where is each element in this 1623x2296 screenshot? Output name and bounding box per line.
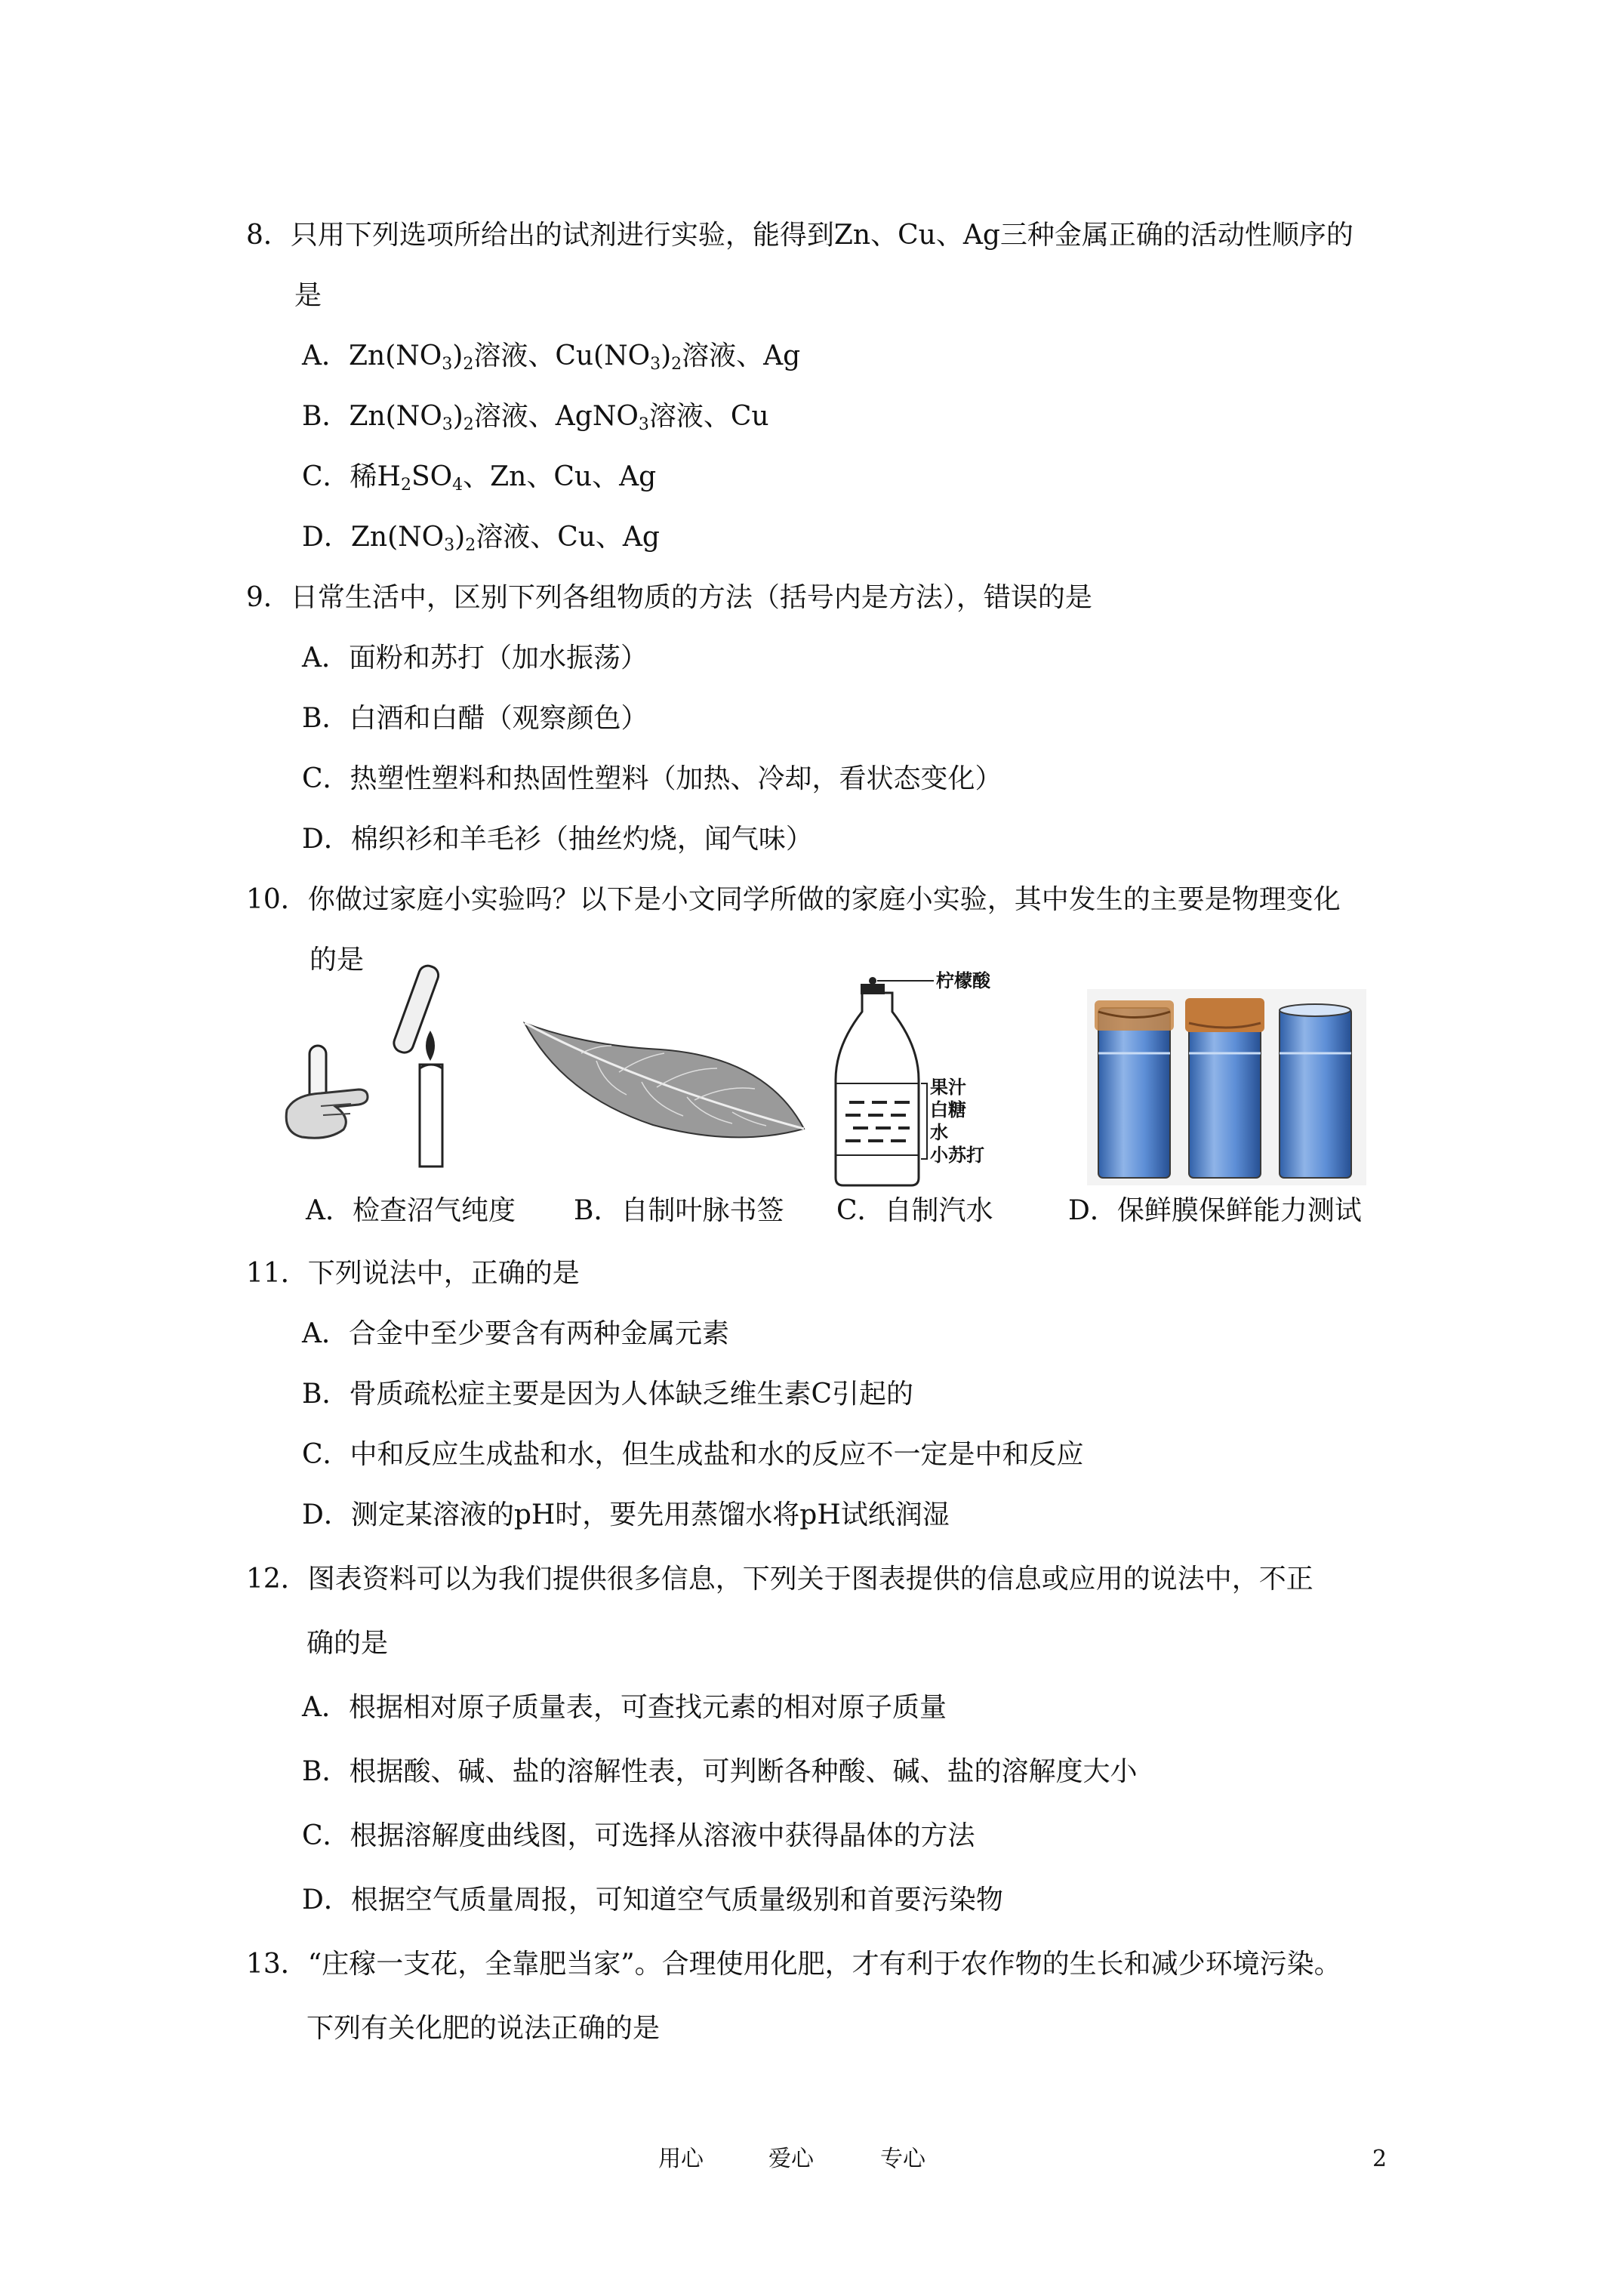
q11-option-c: C．中和反应生成盐和水，但生成盐和水的反应不一定是中和反应 xyxy=(302,1439,1084,1470)
q12-option-b: B．根据酸、碱、盐的溶解性表，可判断各种酸、碱、盐的溶解度大小 xyxy=(302,1756,1138,1787)
q9-option-d: D．棉织衫和羊毛衫（抽丝灼烧，闻气味） xyxy=(302,824,813,855)
footer-motto-left: 用心 xyxy=(658,2146,704,2172)
question-13-stem-cont: 下列有关化肥的说法正确的是 xyxy=(306,2013,661,2044)
figure-c-homemade-soda xyxy=(830,970,1072,1189)
question-13-stem: 13．“庄稼一支花，全靠肥当家”。合理使用化肥，才有利于农作物的生长和减少环境污染。 xyxy=(246,1949,1341,1980)
caption-b: B．自制叶脉书签 xyxy=(574,1195,784,1226)
figure-a-biogas-test xyxy=(279,955,513,1174)
label-sugar: 白糖 xyxy=(930,1099,966,1120)
q11-option-a: A．合金中至少要含有两种金属元素 xyxy=(302,1318,729,1349)
question-12-stem: 12．图表资料可以为我们提供很多信息，下列关于图表提供的信息或应用的说法中，不正 xyxy=(246,1564,1313,1595)
caption-d: D．保鲜膜保鲜能力测试 xyxy=(1068,1195,1362,1226)
q12-option-a: A．根据相对原子质量表，可查找元素的相对原子质量 xyxy=(302,1692,947,1723)
question-10-stem: 10．你做过家庭小实验吗？以下是小文同学所做的家庭小实验，其中发生的主要是物理变化 xyxy=(246,884,1341,915)
footer-motto-right: 专心 xyxy=(880,2146,925,2172)
q8-option-d: D．$Zn(NO_3)_2$溶液、Cu、Ag xyxy=(302,522,660,555)
q11-option-b: B．骨质疏松症主要是因为人体缺乏维生素C引起的 xyxy=(302,1379,914,1410)
q11-option-d: D．测定某溶液的pH时，要先用蒸馏水将pH试纸润湿 xyxy=(302,1499,950,1530)
figure-b-leaf-skeleton xyxy=(521,1015,808,1151)
question-8-stem-cont: 是 xyxy=(294,280,322,311)
question-8-stem: 8．只用下列选项所给出的试剂进行实验，能得到Zn、Cu、Ag三种金属正确的活动性顺序的 xyxy=(246,220,1354,251)
q8-option-b: B．$Zn(NO_3)_2$溶液、AgNO$_3$溶液、Cu xyxy=(302,401,769,434)
q9-option-c: C．热塑性塑料和热固性塑料（加热、冷却，看状态变化） xyxy=(302,763,1002,794)
label-baking-soda: 小苏打 xyxy=(930,1145,984,1166)
q9-option-b: B．白酒和白醋（观察颜色） xyxy=(302,703,648,734)
q8-option-a: A．$Zn(NO_3)_2$溶液、$Cu(NO_3)_2$溶液、Ag xyxy=(302,341,801,374)
question-9-stem: 9．日常生活中，区别下列各组物质的方法（括号内是方法），错误的是 xyxy=(246,582,1092,613)
label-water: 水 xyxy=(930,1122,948,1143)
question-10-stem-cont: 的是 xyxy=(310,945,365,975)
figure-d-cling-film-test xyxy=(1087,989,1366,1185)
q12-option-c: C．根据溶解度曲线图，可选择从溶液中获得晶体的方法 xyxy=(302,1820,975,1851)
q12-option-d: D．根据空气质量周报，可知道空气质量级别和首要污染物 xyxy=(302,1885,1003,1915)
caption-c: C．自制汽水 xyxy=(836,1195,993,1226)
q8-option-c: C．稀$H_2SO_4$、Zn、Cu、Ag xyxy=(302,461,657,495)
caption-a: A．检查沼气纯度 xyxy=(306,1195,516,1226)
q9-option-a: A．面粉和苏打（加水振荡） xyxy=(302,643,648,673)
footer-motto-middle: 爱心 xyxy=(768,2146,814,2172)
label-citric-acid: 柠檬酸 xyxy=(936,970,990,991)
question-11-stem: 11．下列说法中，正确的是 xyxy=(246,1258,580,1289)
question-12-stem-cont: 确的是 xyxy=(306,1628,389,1659)
page-number: 2 xyxy=(1372,2146,1387,2172)
label-juice: 果汁 xyxy=(930,1077,966,1098)
